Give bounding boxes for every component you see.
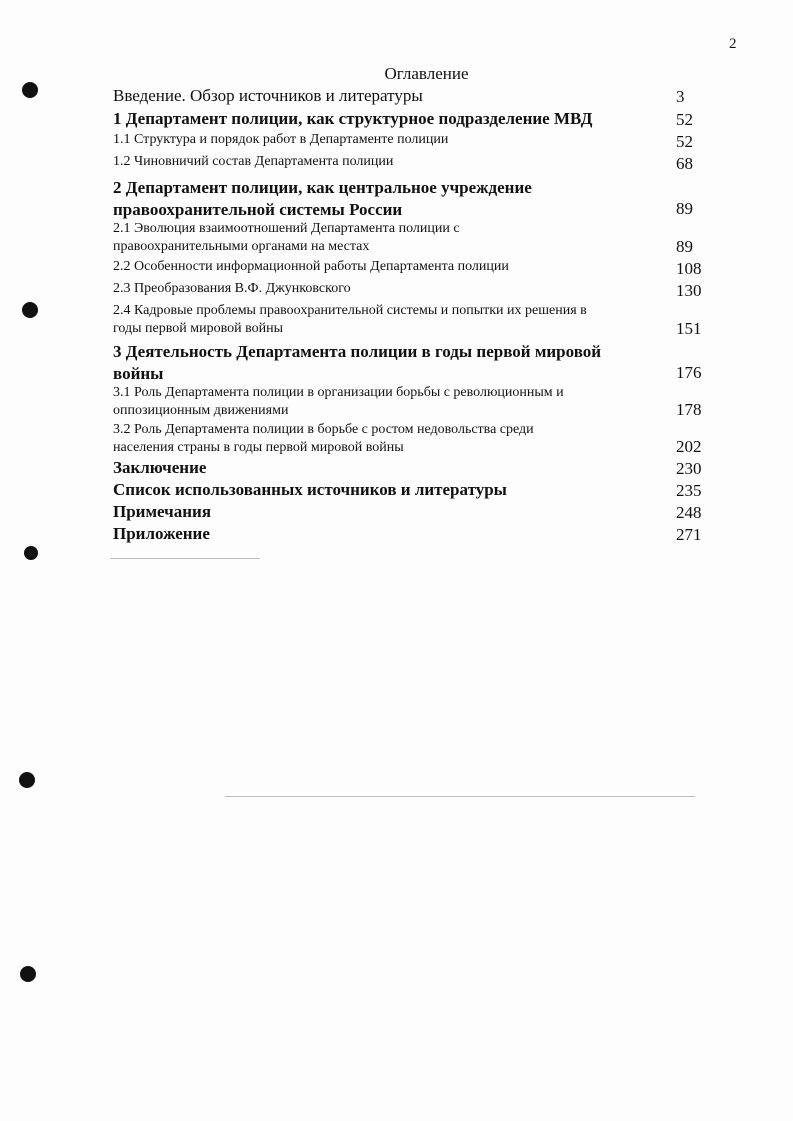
scan-line-mark xyxy=(110,558,260,559)
toc-entry-line: Введение. Обзор источников и литературы xyxy=(113,86,423,105)
toc-entry-page: 176 xyxy=(676,363,702,382)
toc-entry-page: 108 xyxy=(676,259,702,278)
toc-entry-page: 202 xyxy=(676,437,702,456)
toc-entry-section-3-1 xyxy=(113,384,660,420)
toc-entry-page: 68 xyxy=(676,154,693,173)
toc-entry-page: 130 xyxy=(676,281,702,300)
toc-entry-page: 248 xyxy=(676,503,702,522)
punch-hole-mark xyxy=(22,82,38,98)
toc-entry-line: Заключение xyxy=(113,458,207,477)
toc-entry-section-2-3 xyxy=(113,280,660,298)
toc-entry-chapter-1 xyxy=(113,110,660,128)
toc-entry-section-2-4 xyxy=(113,302,660,338)
toc-entry-notes xyxy=(113,503,660,521)
toc-entry-line: 2 Департамент полиции, как центральное учреждение xyxy=(113,178,532,197)
toc-entry-section-3-2 xyxy=(113,421,660,457)
page-number: 2 xyxy=(729,36,737,52)
toc-entry-line: населения страны в годы первой мировой войны xyxy=(113,440,404,455)
toc-entry-line: 1 Департамент полиции, как структурное подразделение МВД xyxy=(113,109,593,128)
toc-entry-section-1-2 xyxy=(113,153,660,171)
toc-entry-line: 3.2 Роль Департамента полиции в борьбе с ростом недовольства среди xyxy=(113,422,534,437)
punch-hole-mark xyxy=(19,772,35,788)
toc-entry-appendix xyxy=(113,525,660,543)
toc-entry-line: 2.1 Эволюция взаимоотношений Департамента полиции с xyxy=(113,221,460,236)
toc-entry-section-2-2 xyxy=(113,258,660,276)
toc-entry-line: 3.1 Роль Департамента полиции в организации борьбы с революционным и xyxy=(113,385,564,400)
toc-entry-page: 52 xyxy=(676,132,693,151)
toc-entry-bibliography xyxy=(113,481,660,499)
toc-entry-line: 2.2 Особенности информационной работы Департамента полиции xyxy=(113,259,509,274)
toc-entry-line: оппозиционным движениями xyxy=(113,403,289,418)
toc-entry-page: 52 xyxy=(676,110,693,129)
punch-hole-mark xyxy=(22,302,38,318)
toc-entry-line: 3 Деятельность Департамента полиции в годы первой мировой xyxy=(113,342,602,361)
punch-hole-mark xyxy=(20,966,36,982)
toc-entry-line: правоохранительными органами на местах xyxy=(113,239,370,254)
toc-title: Оглавление xyxy=(384,64,469,83)
toc-entry-page: 271 xyxy=(676,525,702,544)
toc-entry-section-2-1 xyxy=(113,220,660,256)
toc-entry-line: войны xyxy=(113,364,164,383)
scan-line-mark xyxy=(225,796,695,797)
toc-entry-page: 235 xyxy=(676,481,702,500)
toc-entry-introduction xyxy=(113,87,660,105)
toc-entry-chapter-2 xyxy=(113,177,660,221)
punch-hole-mark xyxy=(24,546,38,560)
toc-entry-line: 1.1 Структура и порядок работ в Департаменте полиции xyxy=(113,132,449,147)
toc-entry-line: правоохранительной системы России xyxy=(113,200,403,219)
toc-entry-line: 1.2 Чиновничий состав Департамента полиции xyxy=(113,154,394,169)
toc-entry-page: 89 xyxy=(676,199,693,218)
toc-entry-chapter-3 xyxy=(113,341,660,385)
toc-entry-line: 2.3 Преобразования В.Ф. Джунковского xyxy=(113,281,351,296)
toc-entry-page: 151 xyxy=(676,319,702,338)
toc-entry-conclusion xyxy=(113,459,660,477)
toc-entry-section-1-1 xyxy=(113,131,660,149)
toc-entry-line: 2.4 Кадровые проблемы правоохранительной системы и попытки их решения в xyxy=(113,303,587,318)
toc-entry-line: годы первой мировой войны xyxy=(113,321,283,336)
toc-entry-line: Список использованных источников и литературы xyxy=(113,480,507,499)
toc-entry-page: 89 xyxy=(676,237,693,256)
toc-entry-line: Приложение xyxy=(113,524,210,543)
toc-entry-line: Примечания xyxy=(113,502,212,521)
toc-entry-page: 230 xyxy=(676,459,702,478)
toc-entry-page: 178 xyxy=(676,400,702,419)
toc-entry-page: 3 xyxy=(676,87,685,106)
